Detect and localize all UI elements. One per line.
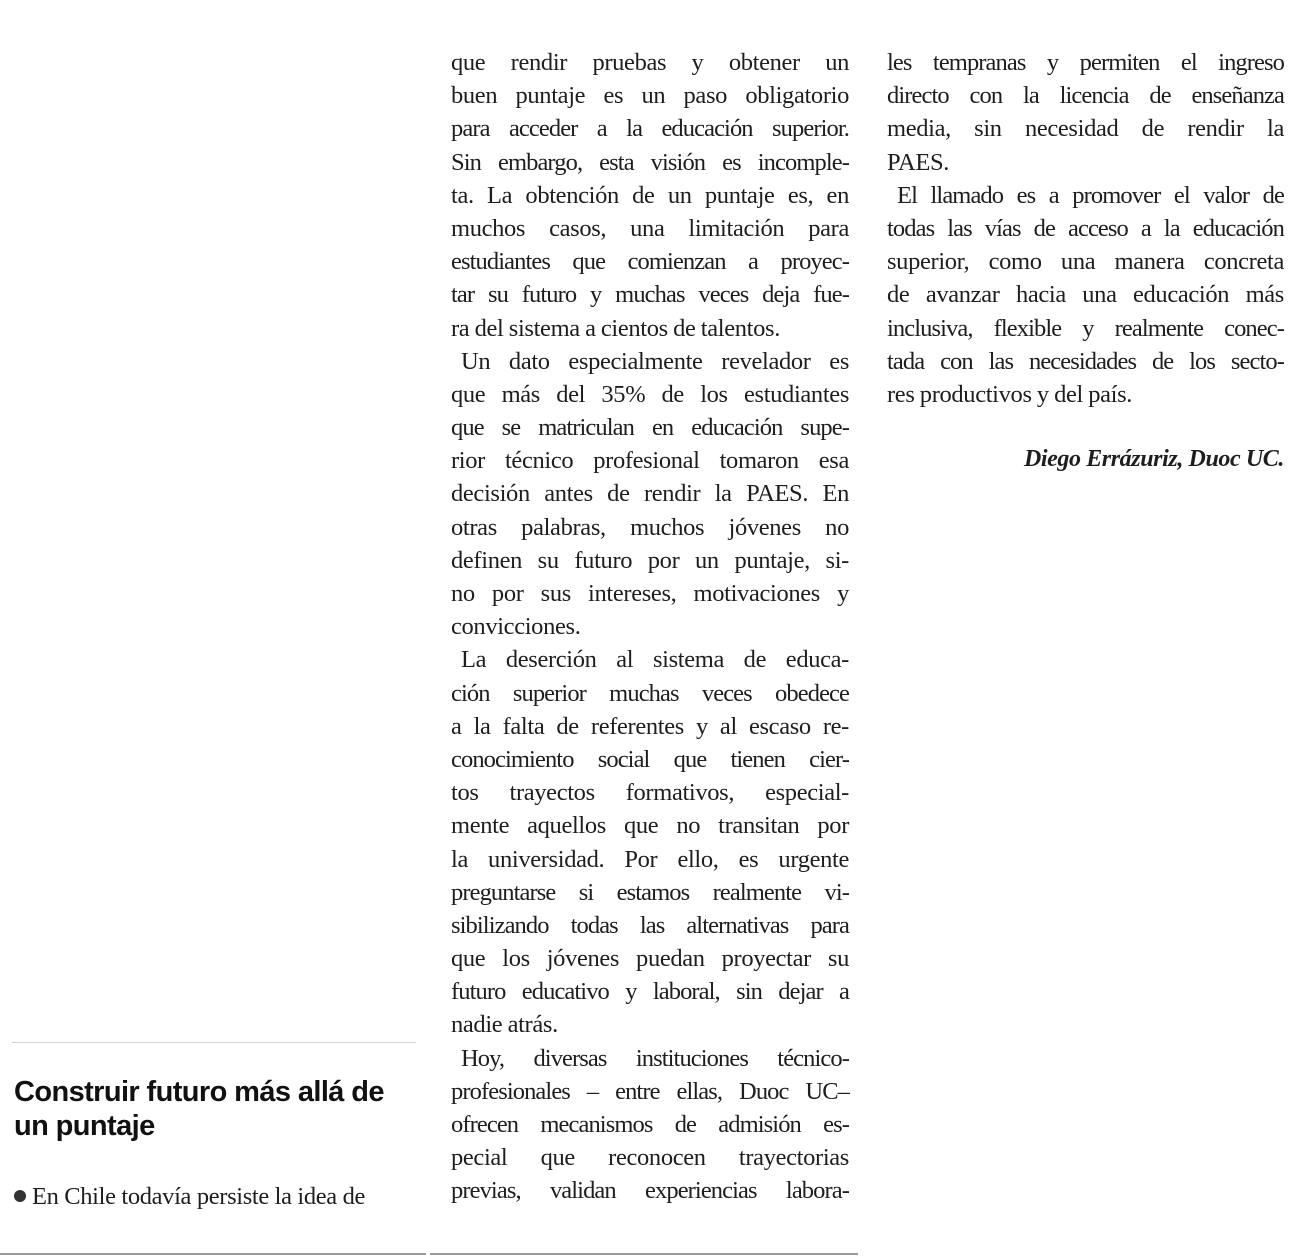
text-line: que los jóvenes puedan proyectar su (451, 945, 849, 973)
text-line: sibilizando todas las alternativas para (451, 911, 849, 939)
text-line: Sin embargo, esta visión es incomple- (451, 148, 849, 176)
text-line: futuro educativo y laboral, sin dejar a (451, 978, 849, 1006)
right-column (887, 46, 1284, 476)
text-line: Un dato especialmente revelador es (461, 347, 849, 375)
author-signature: Diego Errázuriz, Duoc UC. (1023, 446, 1284, 473)
text-line: pecial que reconocen trayectorias (451, 1144, 849, 1172)
text-line: buen puntaje es un paso obligatorio (451, 82, 849, 110)
text-line: convicciones. (451, 613, 581, 641)
text-line: para acceder a la educación superior. (451, 115, 849, 143)
text-line: previas, validan experiencias labora- (451, 1177, 849, 1205)
text-line: muchos casos, una limitación para (451, 214, 849, 242)
text-line: que más del 35% de los estudiantes (451, 380, 849, 408)
text-line: de avanzar hacia una educación más (887, 281, 1284, 309)
paragraph-2 (451, 345, 849, 644)
headline-divider (12, 1042, 416, 1043)
lead-text: En Chile todavía persiste la idea de (32, 1183, 366, 1210)
text-line: definen su futuro por un puntaje, si- (451, 546, 849, 574)
text-line: ra del sistema a cientos de talentos. (451, 314, 780, 342)
text-line: res productivos y del país. (887, 380, 1133, 408)
text-line: tada con las necesidades de los secto- (887, 347, 1284, 375)
text-line: profesionales – entre ellas, Duoc UC– (451, 1077, 849, 1105)
text-line: otras palabras, muchos jóvenes no (451, 513, 849, 541)
text-line: mente aquellos que no transitan por (451, 812, 849, 840)
text-line: rior técnico profesional tomaron esa (451, 447, 849, 475)
text-line: ta. La obtención de un puntaje es, en (451, 181, 849, 209)
paragraph-5 (887, 179, 1284, 411)
bottom-divider-middle (430, 1253, 858, 1255)
text-line: inclusiva, flexible y realmente conec- (887, 314, 1284, 342)
text-line: la universidad. Por ello, es urgente (451, 845, 849, 873)
text-line: no por sus intereses, motivaciones y (451, 580, 849, 607)
text-line: El llamado es a promover el valor de (897, 181, 1284, 209)
text-line: preguntarse si estamos realmente vi- (451, 878, 849, 906)
text-line: a la falta de referentes y al escaso re- (451, 712, 849, 740)
text-line: decisión antes de rendir la PAES. En (451, 480, 849, 508)
text-line: que se matriculan en educación supe- (451, 414, 849, 442)
text-line: directo con la licencia de enseñanza (887, 82, 1284, 110)
text-line: les tempranas y permiten el ingreso (887, 49, 1284, 76)
article-lead (14, 1180, 418, 1213)
text-line: todas las vías de acceso a la educación (887, 214, 1284, 242)
text-line: estudiantes que comienzan a proyec- (451, 248, 849, 276)
text-line: que rendir pruebas y obtener un (451, 49, 849, 76)
text-line: conocimiento social que tienen cier- (451, 745, 849, 773)
paragraph-1 (451, 46, 849, 345)
paragraph-3 (451, 643, 849, 1041)
text-line: nadie atrás. (451, 1011, 558, 1039)
text-line: Hoy, diversas instituciones técnico- (461, 1044, 849, 1072)
text-line: ofrecen mecanismos de admisión es- (451, 1111, 849, 1138)
bullet-icon (14, 1190, 26, 1202)
text-line: media, sin necesidad de rendir la (887, 115, 1284, 143)
article-headline: Construir futuro más allá de un puntaje (14, 1076, 384, 1142)
text-line: tar su futuro y muchas veces deja fue- (451, 281, 849, 309)
paragraph-4 (451, 1042, 849, 1208)
text-line: tos trayectos formativos, especial- (451, 779, 849, 807)
middle-column (451, 46, 849, 1208)
bottom-divider-left (0, 1253, 426, 1255)
left-column (12, 0, 416, 1258)
paragraph-4-continued (887, 46, 1284, 179)
text-line: ción superior muchas veces obedece (451, 679, 849, 707)
text-line: PAES. (887, 148, 950, 176)
text-line: superior, como una manera concreta (887, 248, 1284, 276)
text-line: La deserción al sistema de educa- (461, 646, 849, 674)
